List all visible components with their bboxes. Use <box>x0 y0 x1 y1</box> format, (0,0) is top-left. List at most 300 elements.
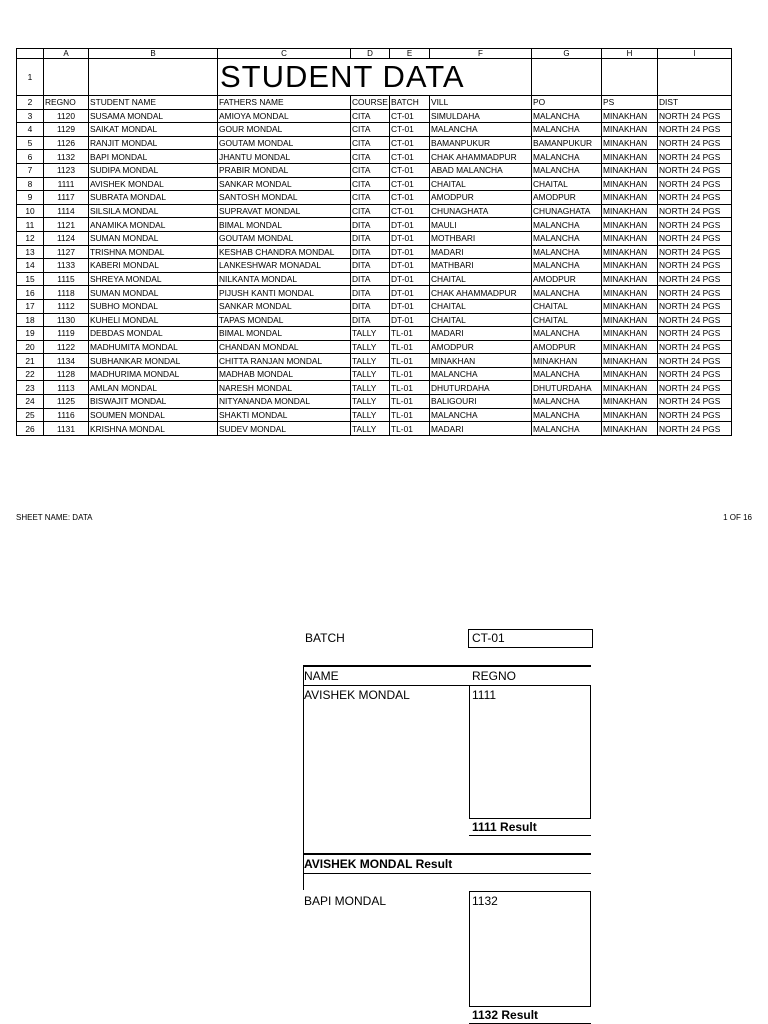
student-data-sheet <box>16 48 732 436</box>
table-cell: NORTH 24 PGS <box>658 422 732 436</box>
row-number: 7 <box>17 163 44 177</box>
table-cell: MINAKHAN <box>430 354 532 368</box>
table-row <box>17 123 732 137</box>
table-cell: MINAKHAN <box>602 231 658 245</box>
table-cell: MINAKHAN <box>602 163 658 177</box>
table-row <box>17 245 732 259</box>
row-number: 19 <box>17 327 44 341</box>
page-number-footer: 1 OF 16 <box>723 513 752 522</box>
header-row <box>17 96 732 110</box>
table-row <box>17 136 732 150</box>
table-row <box>17 395 732 409</box>
table-cell: DITA <box>351 231 390 245</box>
table-cell: AMLAN MONDAL <box>89 381 218 395</box>
table-cell: PIJUSH KANTI MONDAL <box>218 286 351 300</box>
table-cell: TALLY <box>351 381 390 395</box>
row-number: 14 <box>17 259 44 273</box>
table-cell: SHREYA MONDAL <box>89 272 218 286</box>
table-cell: MINAKHAN <box>602 245 658 259</box>
column-letter: C <box>218 49 351 59</box>
table-cell: KRISHNA MONDAL <box>89 422 218 436</box>
table-cell: AMODPUR <box>532 340 602 354</box>
table-cell: DHUTURDAHA <box>532 381 602 395</box>
table-cell: TALLY <box>351 422 390 436</box>
table-cell: MINAKHAN <box>602 177 658 191</box>
table-cell: DHUTURDAHA <box>430 381 532 395</box>
table-cell: CHAITAL <box>430 272 532 286</box>
table-cell: SUPRAVAT MONDAL <box>218 204 351 218</box>
table-cell: MADARI <box>430 245 532 259</box>
table-cell: SILSILA MONDAL <box>89 204 218 218</box>
table-cell: CT-01 <box>390 136 430 150</box>
table-cell: TL-01 <box>390 381 430 395</box>
table-cell: BALIGOURI <box>430 395 532 409</box>
table-cell: TALLY <box>351 327 390 341</box>
table-cell: MINAKHAN <box>602 408 658 422</box>
table-cell: 1125 <box>44 395 89 409</box>
table-row <box>17 163 732 177</box>
table-cell: NORTH 24 PGS <box>658 259 732 273</box>
table-cell: MALANCHA <box>532 259 602 273</box>
table-cell: KUHELI MONDAL <box>89 313 218 327</box>
table-cell: MINAKHAN <box>602 422 658 436</box>
table-cell: TL-01 <box>390 408 430 422</box>
table-cell: MINAKHAN <box>602 150 658 164</box>
table-cell: 1134 <box>44 354 89 368</box>
table-cell: MALANCHA <box>532 150 602 164</box>
row-number: 17 <box>17 299 44 313</box>
table-cell: 1119 <box>44 327 89 341</box>
column-letter: A <box>44 49 89 59</box>
table-cell: MALANCHA <box>430 367 532 381</box>
row-number: 4 <box>17 123 44 137</box>
table-cell: TRISHNA MONDAL <box>89 245 218 259</box>
table-cell: NORTH 24 PGS <box>658 299 732 313</box>
table-cell: SUMAN MONDAL <box>89 286 218 300</box>
row-number: 25 <box>17 408 44 422</box>
regno-box <box>469 891 591 1007</box>
table-cell: AMODPUR <box>532 191 602 205</box>
table-cell: TALLY <box>351 367 390 381</box>
name-column-header: NAME <box>304 669 339 683</box>
table-cell: NORTH 24 PGS <box>658 395 732 409</box>
table-cell: NORTH 24 PGS <box>658 272 732 286</box>
table-cell: GOUTAM MONDAL <box>218 136 351 150</box>
table-cell: 1123 <box>44 163 89 177</box>
row-number: 13 <box>17 245 44 259</box>
table-cell: KABERI MONDAL <box>89 259 218 273</box>
table-cell: MALANCHA <box>532 395 602 409</box>
table-row <box>17 299 732 313</box>
table-cell: MALANCHA <box>430 123 532 137</box>
row-number: 5 <box>17 136 44 150</box>
row-number: 3 <box>17 109 44 123</box>
table-row <box>17 177 732 191</box>
table-cell: MALANCHA <box>532 163 602 177</box>
table-cell: 1120 <box>44 109 89 123</box>
column-letter: E <box>390 49 430 59</box>
table-cell: KESHAB CHANDRA MONDAL <box>218 245 351 259</box>
table-cell: 1131 <box>44 422 89 436</box>
table-cell: MINAKHAN <box>602 381 658 395</box>
table-cell: 1128 <box>44 367 89 381</box>
table-cell: SHAKTI MONDAL <box>218 408 351 422</box>
row-number: 11 <box>17 218 44 232</box>
table-cell: BIMAL MONDAL <box>218 218 351 232</box>
table-cell: NORTH 24 PGS <box>658 218 732 232</box>
table-cell: MINAKHAN <box>602 340 658 354</box>
table-cell: SAIKAT MONDAL <box>89 123 218 137</box>
table-cell: MALANCHA <box>532 109 602 123</box>
table-cell: CT-01 <box>390 177 430 191</box>
table-cell: 1129 <box>44 123 89 137</box>
table-cell: SOUMEN MONDAL <box>89 408 218 422</box>
table-cell: NORTH 24 PGS <box>658 327 732 341</box>
table-cell: MATHBARI <box>430 259 532 273</box>
row-number: 20 <box>17 340 44 354</box>
table-cell: TALLY <box>351 395 390 409</box>
table-cell: BISWAJIT MONDAL <box>89 395 218 409</box>
table-cell: MALANCHA <box>532 422 602 436</box>
table-cell: DEBDAS MONDAL <box>89 327 218 341</box>
table-cell: SUMAN MONDAL <box>89 231 218 245</box>
column-letter: D <box>351 49 390 59</box>
table-cell: MINAKHAN <box>602 354 658 368</box>
table-cell: 1117 <box>44 191 89 205</box>
table-cell: NORTH 24 PGS <box>658 245 732 259</box>
table-cell: NORTH 24 PGS <box>658 354 732 368</box>
student-name: BAPI MONDAL <box>304 894 387 908</box>
table-cell: MINAKHAN <box>602 272 658 286</box>
table-row <box>17 259 732 273</box>
column-letter-row <box>17 49 732 59</box>
table-cell: BAPI MONDAL <box>89 150 218 164</box>
table-cell: DT-01 <box>390 272 430 286</box>
table-cell: MADARI <box>430 327 532 341</box>
table-cell: 1118 <box>44 286 89 300</box>
row-number: 9 <box>17 191 44 205</box>
table-cell: PRABIR MONDAL <box>218 163 351 177</box>
table-cell: MINAKHAN <box>602 313 658 327</box>
table-cell: 1126 <box>44 136 89 150</box>
table-cell: 1133 <box>44 259 89 273</box>
regno-result-row <box>469 1006 591 1024</box>
report-header <box>303 665 591 686</box>
table-cell: CHUNAGHATA <box>430 204 532 218</box>
blank-cell <box>658 59 732 96</box>
table-cell: LANKESHWAR MONADAL <box>218 259 351 273</box>
table-cell: CITA <box>351 109 390 123</box>
row-number: 21 <box>17 354 44 368</box>
table-cell: JHANTU MONDAL <box>218 150 351 164</box>
table-row <box>17 367 732 381</box>
column-header: PS <box>602 96 658 110</box>
table-cell: CT-01 <box>390 191 430 205</box>
table-cell: MALANCHA <box>532 327 602 341</box>
regno-result-label: 1111 Result <box>472 820 537 834</box>
table-cell: MINAKHAN <box>602 367 658 381</box>
table-cell: CHUNAGHATA <box>532 204 602 218</box>
table-cell: NORTH 24 PGS <box>658 109 732 123</box>
table-row <box>17 150 732 164</box>
table-cell: DT-01 <box>390 218 430 232</box>
table-cell: SUBHANKAR MONDAL <box>89 354 218 368</box>
row-number: 26 <box>17 422 44 436</box>
table-cell: SANKAR MONDAL <box>218 177 351 191</box>
table-cell: MINAKHAN <box>602 109 658 123</box>
table-cell: DT-01 <box>390 231 430 245</box>
table-cell: MALANCHA <box>532 408 602 422</box>
student-regno: 1132 <box>472 894 498 908</box>
table-cell: CHAITAL <box>532 177 602 191</box>
table-cell: GOUR MONDAL <box>218 123 351 137</box>
table-cell: MINAKHAN <box>602 395 658 409</box>
table-cell: NORTH 24 PGS <box>658 313 732 327</box>
blank-cell <box>532 59 602 96</box>
table-cell: MINAKHAN <box>602 259 658 273</box>
table-row <box>17 204 732 218</box>
table-cell: TL-01 <box>390 340 430 354</box>
table-cell: CT-01 <box>390 163 430 177</box>
table-cell: MADHUMITA MONDAL <box>89 340 218 354</box>
table-cell: AVISHEK MONDAL <box>89 177 218 191</box>
title-row <box>17 59 732 96</box>
table-cell: AMODPUR <box>430 191 532 205</box>
row-number: 1 <box>17 59 44 96</box>
table-cell: MINAKHAN <box>532 354 602 368</box>
table-row <box>17 381 732 395</box>
table-cell: CHAITAL <box>430 177 532 191</box>
table-cell: TL-01 <box>390 354 430 368</box>
table-cell: 1113 <box>44 381 89 395</box>
table-cell: TALLY <box>351 354 390 368</box>
table-cell: CT-01 <box>390 123 430 137</box>
table-cell: DITA <box>351 259 390 273</box>
table-cell: ABAD MALANCHA <box>430 163 532 177</box>
table-cell: DT-01 <box>390 299 430 313</box>
table-cell: 1115 <box>44 272 89 286</box>
blank-cell <box>602 59 658 96</box>
table-cell: 1112 <box>44 299 89 313</box>
batch-report <box>303 665 591 1024</box>
table-cell: BAMANPUKUR <box>532 136 602 150</box>
table-cell: RANJIT MONDAL <box>89 136 218 150</box>
table-cell: NITYANANDA MONDAL <box>218 395 351 409</box>
table-cell: NORTH 24 PGS <box>658 340 732 354</box>
table-cell: 1114 <box>44 204 89 218</box>
table-cell: SIMULDAHA <box>430 109 532 123</box>
regno-result-label: 1132 Result <box>472 1008 539 1022</box>
table-row <box>17 191 732 205</box>
table-cell: CHAITAL <box>532 299 602 313</box>
table-cell: AMODPUR <box>430 340 532 354</box>
table-cell: MALANCHA <box>532 231 602 245</box>
table-cell: 1124 <box>44 231 89 245</box>
table-cell: DITA <box>351 272 390 286</box>
table-cell: NORTH 24 PGS <box>658 367 732 381</box>
row-number: 8 <box>17 177 44 191</box>
table-row <box>17 218 732 232</box>
table-cell: TAPAS MONDAL <box>218 313 351 327</box>
table-cell: MADHURIMA MONDAL <box>89 367 218 381</box>
table-cell: MOTHBARI <box>430 231 532 245</box>
table-cell: CHAK AHAMMADPUR <box>430 286 532 300</box>
table-cell: NORTH 24 PGS <box>658 136 732 150</box>
table-cell: 1127 <box>44 245 89 259</box>
row-number: 24 <box>17 395 44 409</box>
table-cell: MADARI <box>430 422 532 436</box>
sheet-title: STUDENT DATA <box>218 59 532 96</box>
table-row <box>17 272 732 286</box>
table-cell: NORTH 24 PGS <box>658 204 732 218</box>
table-cell: CITA <box>351 150 390 164</box>
table-cell: NARESH MONDAL <box>218 381 351 395</box>
table-cell: SANTOSH MONDAL <box>218 191 351 205</box>
table-cell: DITA <box>351 299 390 313</box>
student-name: AVISHEK MONDAL <box>304 688 410 702</box>
table-row <box>17 354 732 368</box>
table-cell: CITA <box>351 177 390 191</box>
table-cell: 1116 <box>44 408 89 422</box>
row-number: 23 <box>17 381 44 395</box>
table-cell: CITA <box>351 123 390 137</box>
table-row <box>17 313 732 327</box>
row-number: 16 <box>17 286 44 300</box>
table-cell: DITA <box>351 245 390 259</box>
column-header: PO <box>532 96 602 110</box>
table-cell: 1132 <box>44 150 89 164</box>
table-cell: MINAKHAN <box>602 191 658 205</box>
table-cell: MINAKHAN <box>602 136 658 150</box>
table-cell: SUDIPA MONDAL <box>89 163 218 177</box>
column-header: REGNO <box>44 96 89 110</box>
column-header: STUDENT NAME <box>89 96 218 110</box>
row-number: 18 <box>17 313 44 327</box>
table-row <box>17 327 732 341</box>
row-number: 6 <box>17 150 44 164</box>
row-number: 12 <box>17 231 44 245</box>
column-letter: F <box>430 49 532 59</box>
table-cell: ANAMIKA MONDAL <box>89 218 218 232</box>
row-number: 15 <box>17 272 44 286</box>
table-cell: MALANCHA <box>532 286 602 300</box>
row-number: 10 <box>17 204 44 218</box>
table-cell: MINAKHAN <box>602 327 658 341</box>
table-cell: NORTH 24 PGS <box>658 150 732 164</box>
table-cell: TL-01 <box>390 367 430 381</box>
table-cell: BIMAL MONDAL <box>218 327 351 341</box>
column-header: FATHERS NAME <box>218 96 351 110</box>
column-letter: I <box>658 49 732 59</box>
table-cell: DT-01 <box>390 259 430 273</box>
table-cell: SUBRATA MONDAL <box>89 191 218 205</box>
table-row <box>17 408 732 422</box>
table-cell: CHANDAN MONDAL <box>218 340 351 354</box>
student-regno: 1111 <box>472 688 497 702</box>
table-cell: MINAKHAN <box>602 218 658 232</box>
regno-column-header: REGNO <box>472 669 517 683</box>
batch-label: BATCH <box>305 631 345 645</box>
table-cell: DITA <box>351 286 390 300</box>
column-header: VILL <box>430 96 532 110</box>
column-letter: H <box>602 49 658 59</box>
table-cell: DITA <box>351 313 390 327</box>
table-cell: CITA <box>351 204 390 218</box>
table-cell: NILKANTA MONDAL <box>218 272 351 286</box>
table-cell: NORTH 24 PGS <box>658 163 732 177</box>
table-cell: SUDEV MONDAL <box>218 422 351 436</box>
table-cell: MAULI <box>430 218 532 232</box>
table-cell: TL-01 <box>390 422 430 436</box>
table-cell: CT-01 <box>390 109 430 123</box>
table-cell: MADHAB MONDAL <box>218 367 351 381</box>
table-cell: SUBHO MONDAL <box>89 299 218 313</box>
column-letter: B <box>89 49 218 59</box>
table-cell: TALLY <box>351 408 390 422</box>
table-cell: NORTH 24 PGS <box>658 123 732 137</box>
table-cell: AMODPUR <box>532 272 602 286</box>
table-cell: 1121 <box>44 218 89 232</box>
table-row <box>17 286 732 300</box>
table-cell: CITA <box>351 136 390 150</box>
table-row <box>17 340 732 354</box>
table-cell: 1130 <box>44 313 89 327</box>
table-row <box>17 231 732 245</box>
table-cell: TL-01 <box>390 327 430 341</box>
table-cell: MALANCHA <box>532 245 602 259</box>
table-cell: CHAITAL <box>532 313 602 327</box>
table-cell: DT-01 <box>390 286 430 300</box>
column-header: DIST <box>658 96 732 110</box>
table-cell: CT-01 <box>390 150 430 164</box>
table-cell: TALLY <box>351 340 390 354</box>
table-cell: MINAKHAN <box>602 286 658 300</box>
table-cell: 1122 <box>44 340 89 354</box>
table-cell: MALANCHA <box>430 408 532 422</box>
table-cell: MINAKHAN <box>602 299 658 313</box>
table-cell: AMIOYA MONDAL <box>218 109 351 123</box>
batch-value: CT-01 <box>468 629 593 648</box>
blank-cell <box>89 59 218 96</box>
table-cell: MALANCHA <box>532 218 602 232</box>
blank-cell <box>44 59 89 96</box>
row-number: 22 <box>17 367 44 381</box>
table-cell: SANKAR MONDAL <box>218 299 351 313</box>
table-row <box>17 109 732 123</box>
table-cell: NORTH 24 PGS <box>658 381 732 395</box>
table-cell: TL-01 <box>390 395 430 409</box>
table-cell: GOUTAM MONDAL <box>218 231 351 245</box>
sheet-name-footer: SHEET NAME: DATA <box>16 513 93 522</box>
table-cell: DT-01 <box>390 313 430 327</box>
table-cell: NORTH 24 PGS <box>658 177 732 191</box>
table-cell: CHAITAL <box>430 299 532 313</box>
table-cell: MALANCHA <box>532 123 602 137</box>
table-cell: BAMANPUKUR <box>430 136 532 150</box>
regno-box <box>469 685 591 819</box>
table-cell: 1111 <box>44 177 89 191</box>
table-row <box>17 422 732 436</box>
name-result-row <box>303 853 591 874</box>
table-cell: CITA <box>351 163 390 177</box>
table-cell: MINAKHAN <box>602 204 658 218</box>
table-cell: NORTH 24 PGS <box>658 231 732 245</box>
column-header: COURSE <box>352 97 388 108</box>
table-cell: CHITTA RANJAN MONDAL <box>218 354 351 368</box>
table-cell: NORTH 24 PGS <box>658 408 732 422</box>
table-cell: NORTH 24 PGS <box>658 191 732 205</box>
row-number: 2 <box>17 96 44 110</box>
